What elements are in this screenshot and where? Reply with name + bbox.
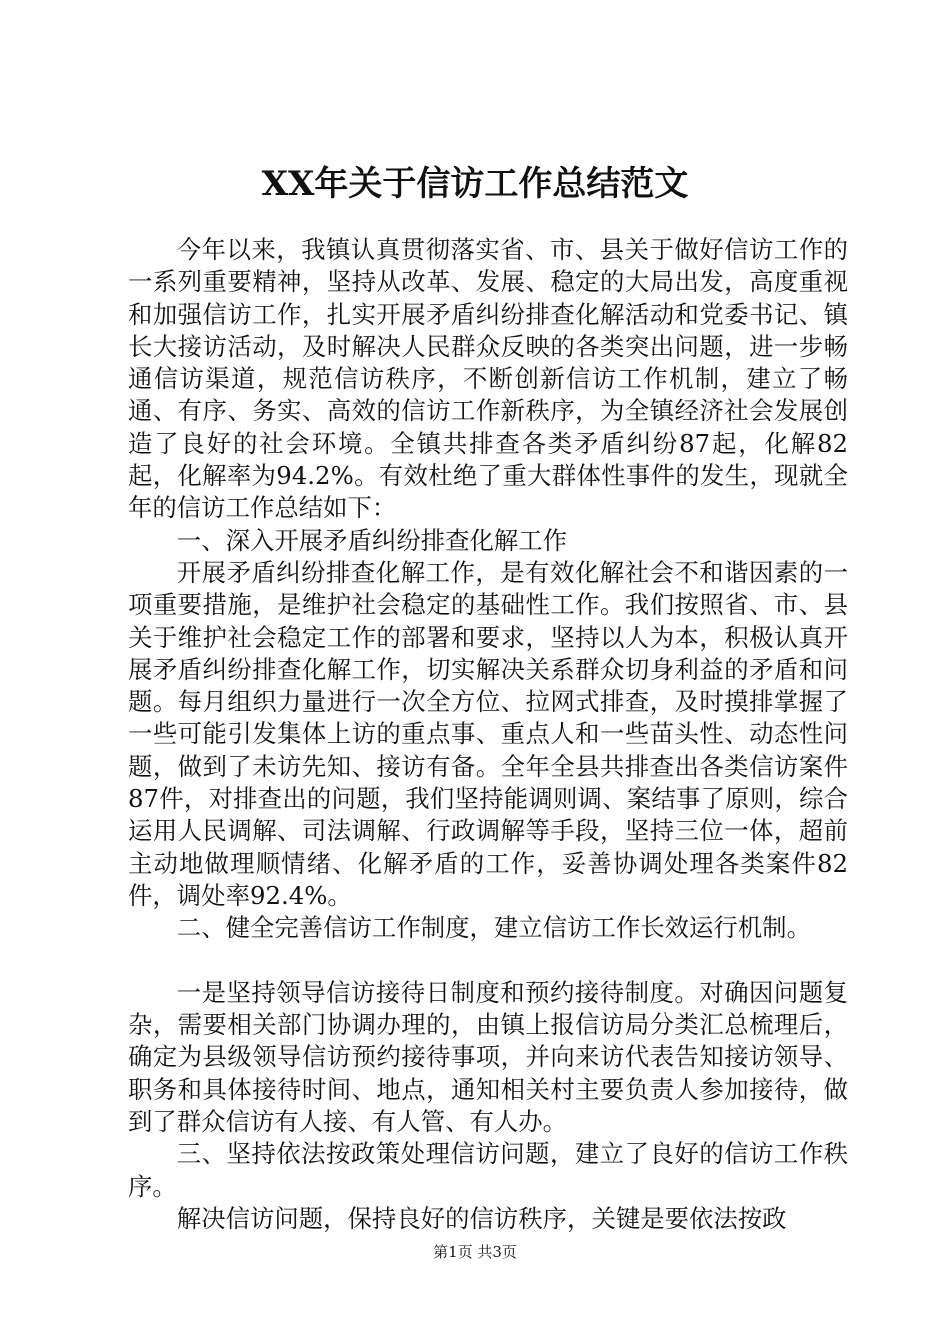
blank-line: [128, 945, 848, 977]
page-number: 第1页 共3页: [433, 1243, 517, 1261]
document-title: XX年关于信访工作总结范文: [261, 164, 689, 204]
paragraph-section-1: 开展矛盾纠纷排查化解工作，是有效化解社会不和谐因素的一项重要措施，是维护社会稳定的基础性工作。我们按照省、市、县关于维护社会稳定工作的部署和要求，坚持以人为本，积极认真开展矛盾纠纷排查化解工作，切实解决关系群众切身利益的矛盾和问题。每月组织力量进行一次全方位、拉网式排查，及时摸排掌握了一些可能引发集体上访的重点事、重点人和一些苗头性、动态性问题，做到了未访先知、接访有备。全年全县共排查出各类信访案件87件，对排查出的问题，我们坚持能调则调、案结事了原则，综合运用人民调解、司法调解、行政调解等手段，坚持三位一体，超前主动地做理顺情绪、化解矛盾的工作，妥善协调处理各类案件82件，调处率92.4%。: [128, 557, 848, 910]
paragraph-section-3: 解决信访问题，保持良好的信访秩序，关键是要依法按政: [176, 1203, 787, 1233]
section-heading-2: 二、健全完善信访工作制度，建立信访工作长效运行机制。: [176, 913, 811, 943]
document-body: [128, 234, 848, 1235]
section-heading-1: 一、深入开展矛盾纠纷排查化解工作: [176, 525, 568, 555]
paragraph-section-2: 一是坚持领导信访接待日制度和预约接待制度。对确因问题复杂，需要相关部门协调办理的，由镇上报信访局分类汇总梳理后，确定为县级领导信访预约接待事项，并向来访代表告知接访领导、职务和具体接待时间、地点，通知相关村主要负责人参加接待，做到了群众信访有人接、有人管、有人办。: [128, 977, 848, 1137]
paragraph-intro: 今年以来，我镇认真贯彻落实省、市、县关于做好信访工作的一系列重要精神，坚持从改革、发展、稳定的大局出发，高度重视和加强信访工作，扎实开展矛盾纠纷排查化解活动和党委书记、镇长大接访活动，及时解决人民群众反映的各类突出问题，进一步畅通信访渠道，规范信访秩序，不断创新信访工作机制，建立了畅通、有序、务实、高效的信访工作新秩序，为全镇经济社会发展创造了良好的社会环境。全镇共排查各类矛盾纠纷87起，化解82起，化解率为94.2%。有效杜绝了重大群体性事件的发生，现就全年的信访工作总结如下：: [128, 235, 848, 523]
section-heading-3: 三、坚持依法按政策处理信访问题，建立了良好的信访工作秩序。: [128, 1139, 848, 1201]
